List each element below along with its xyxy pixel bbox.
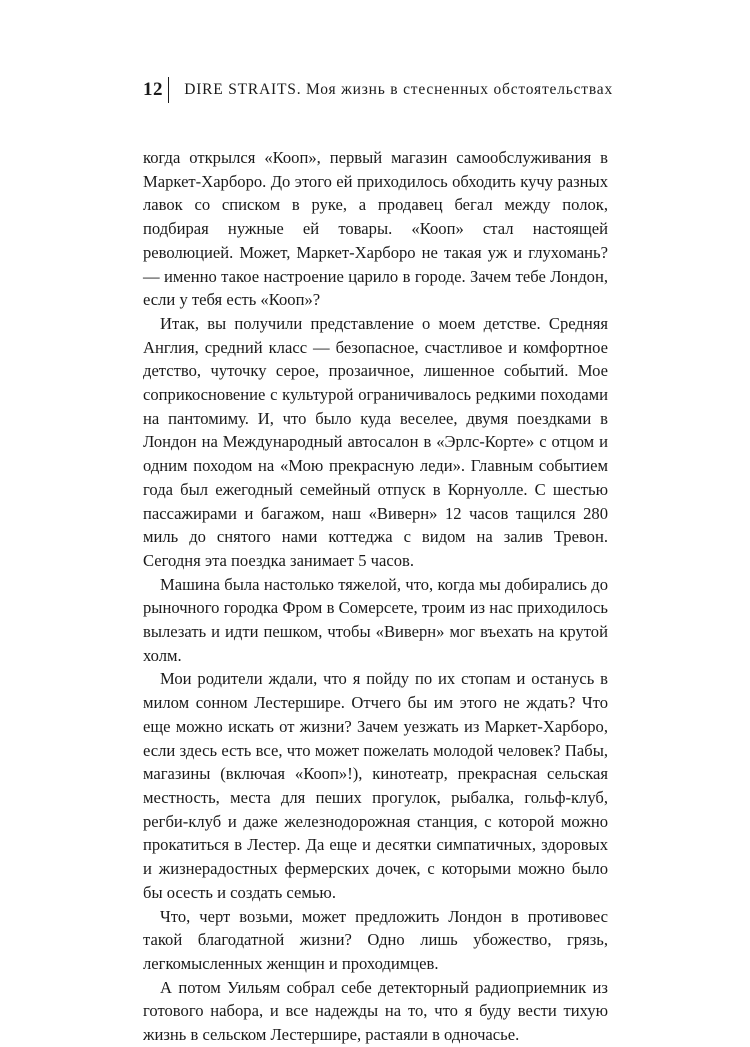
page-number: 12 [143,79,163,100]
paragraph: Машина была настолько тяжелой, что, когда мы добирались до рыночного городка Фром в Сомерсете, троим из нас приходилось вылезать и идти пешком, чтобы «Виверн» мог въехать на крутой холм. [143,574,608,665]
paragraph: А потом Уильям собрал себе детекторный радиоприемник из готового набора, и все надежды на то, что я буду вести тихую жизнь в сельском Лестершире, растаяли в одночасье. [143,977,608,1045]
header-divider [168,77,169,103]
paragraph: Мои родители ждали, что я пойду по их стопам и останусь в милом сонном Лестершире. Отчего бы им этого не ждать? Что еще можно искать от жизни? Зачем уезжать из Маркет-Харборо, если здесь есть все, что может пожелать молодой человек? Пабы, магазины (включая «Кооп»!), кинотеатр, прекрасная сельская местность, места для пеших прогулок, рыбалка, гольф-клуб, регби-клуб и даже железнодорожная станция, с которой можно прокатиться в Лестер. Да еще и десятки симпатичных, здоровых и жизнерадостных фермерских дочек, с которыми можно было бы осесть и создать семью. [143,669,608,902]
body-text [143,146,608,1047]
paragraph: Итак, вы получили представление о моем детстве. Средняя Англия, средний класс — безопасное, счастливое и комфортное детство, чуточку серое, прозаичное, лишенное событий. Мое соприкосновение с культурой ограничивалось редкими походами на пантомиму. И, что было куда веселее, двумя поездками в Лондон на Международный автосалон в «Эрлс-Корте» с отцом и одним походом на «Мою прекрасную леди». Главным событием года был ежегодный семейный отпуск в Корнуолле. С шестью пассажирами и багажом, наш «Виверн» 12 часов тащился 280 миль до снятого нами коттеджа с видом на залив Тревон. Сегодня эта поездка занимает 5 часов. [143,313,608,570]
running-title: DIRE STRAITS. Моя жизнь в стесненных обстоятельствах [184,81,613,98]
paragraph: когда открылся «Кооп», первый магазин самообслуживания в Маркет-Харборо. До этого ей приходилось обходить кучу разных лавок со списком в руке, а продавец бегал между полок, подбирая нужные ей товары. «Кооп» стал настоящей революцией. Может, Маркет-Харборо не такая уж и глухомань? — именно такое настроение царило в городе. Зачем тебе Лондон, если у тебя есть «Кооп»? [143,148,608,310]
paragraph: Что, черт возьми, может предложить Лондон в противовес такой благодатной жизни? Одно лишь убожество, грязь, легкомысленных женщин и проходимцев. [143,906,608,973]
running-head [143,75,613,105]
